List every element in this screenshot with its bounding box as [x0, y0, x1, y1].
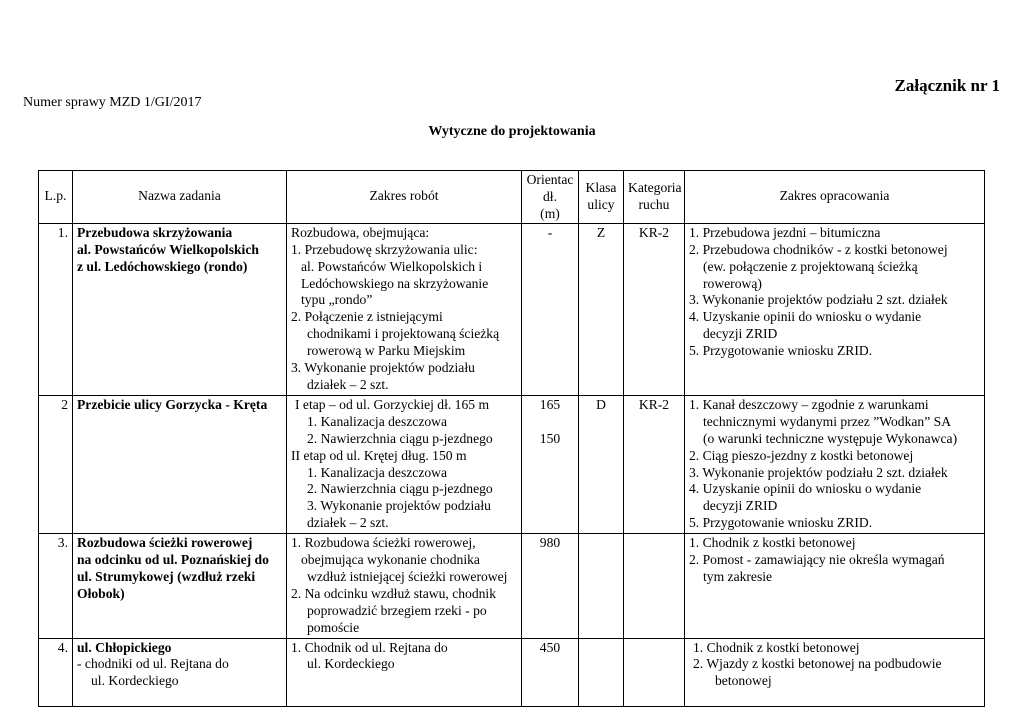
header-row — [39, 171, 985, 224]
row-scope-line: rowerową w Parku Miejskim — [307, 343, 466, 359]
row-scope-line: 3. Wykonanie projektów podziału — [307, 498, 491, 514]
row-scope-line: ul. Kordeckiego — [307, 656, 395, 672]
row-elaboration-line: 2. Ciąg pieszo-jezdny z kostki betonowej — [689, 447, 914, 463]
header-lp: L.p. — [39, 171, 73, 224]
row-name-line: Rozbudowa ścieżki rowerowej — [77, 535, 253, 551]
row-elaboration-line: 2. Pomost - zamawiający nie określa wymagań — [689, 552, 945, 568]
row-scope-line: obejmująca wykonanie chodnika — [301, 552, 480, 568]
row-scope — [287, 534, 522, 638]
header-street-class-line-2: ulicy — [587, 196, 615, 212]
table-row — [39, 534, 985, 638]
row-elaboration — [685, 534, 985, 638]
header-street-class-line-1: Klasa — [585, 180, 617, 195]
row-scope-line: wzdłuż istniejącej ścieżki rowerowej — [307, 568, 508, 584]
row-elaboration-line: 3. Wykonanie projektów podziału 2 szt. działek — [689, 464, 948, 480]
row-length: 980 — [522, 534, 579, 638]
header-length-line-3: (m) — [540, 205, 560, 221]
case-number: Numer sprawy MZD 1/GI/2017 — [23, 95, 202, 110]
row-length-value: 150 — [539, 430, 561, 446]
document-title: Wytyczne do projektowania — [428, 124, 596, 139]
row-scope — [287, 223, 522, 395]
row-name-line: Ołobok) — [77, 585, 125, 601]
row-elaboration-line: rowerową) — [703, 275, 762, 291]
row-scope-line: 2. Nawierzchnia ciągu p-jezdnego — [307, 430, 493, 446]
row-name-line: Przebudowa skrzyżowania — [77, 224, 233, 240]
row-scope-line: Rozbudowa, obejmująca: — [291, 224, 430, 240]
row-elaboration-line: 1. Chodnik z kostki betonowej — [689, 535, 856, 551]
table-row — [39, 638, 985, 706]
row-elaboration — [685, 638, 985, 706]
row-name — [73, 534, 287, 638]
row-traffic-category: KR-2 — [624, 223, 685, 395]
table-row — [39, 223, 985, 395]
row-length: - — [522, 223, 579, 395]
row-lp: 2 — [39, 395, 73, 533]
row-lp: 3. — [39, 534, 73, 638]
row-scope-line: 1. Kanalizacja deszczowa — [307, 464, 448, 480]
row-scope-line: działek – 2 szt. — [307, 515, 389, 531]
header-traffic-category — [624, 171, 685, 224]
row-elaboration-line: 5. Przygotowanie wniosku ZRID. — [689, 515, 873, 531]
row-elaboration — [685, 395, 985, 533]
row-elaboration-line: decyzji ZRID — [703, 498, 778, 514]
row-elaboration-line: betonowej — [715, 673, 772, 689]
header-name: Nazwa zadania — [73, 171, 287, 224]
attachment-label: Załącznik nr 1 — [894, 76, 1000, 95]
row-street-class — [579, 534, 624, 638]
row-elaboration-line: technicznymi wydanymi przez ”Wodkan” SA — [703, 413, 952, 429]
row-elaboration-line: 1. Kanał deszczowy – zgodnie z warunkami — [689, 396, 929, 412]
row-name-line: ul. Strumykowej (wzdłuż rzeki — [77, 568, 256, 584]
row-scope-line: typu „rondo” — [301, 292, 373, 308]
row-elaboration-line: 1. Chodnik z kostki betonowej — [693, 639, 860, 655]
row-lp: 4. — [39, 638, 73, 706]
row-elaboration-line: tym zakresie — [703, 568, 773, 584]
row-name-line: z ul. Ledóchowskiego (rondo) — [77, 258, 248, 274]
row-street-class: D — [579, 395, 624, 533]
row-elaboration-line: 3. Wykonanie projektów podziału 2 szt. działek — [689, 292, 948, 308]
row-elaboration-line: 2. Wjazdy z kostki betonowej na podbudowie — [693, 656, 942, 672]
row-scope-line: I etap – od ul. Gorzyckiej dł. 165 m — [295, 396, 490, 412]
row-scope-line: 2. Połączenie z istniejącymi — [291, 309, 443, 325]
row-elaboration-line: 1. Przebudowa jezdni – bitumiczna — [689, 224, 881, 240]
row-elaboration-line: (o warunki techniczne występuje Wykonawca) — [703, 430, 958, 446]
row-name-line: - chodniki od ul. Rejtana do — [77, 656, 229, 672]
header-traffic-category-line-2: ruchu — [638, 196, 670, 212]
row-elaboration-line: 4. Uzyskanie opinii do wniosku o wydanie — [689, 481, 922, 497]
row-lp: 1. — [39, 223, 73, 395]
row-scope-line: II etap od ul. Krętej dług. 150 m — [291, 447, 467, 463]
row-name-line: Przebicie ulicy Gorzycka - Kręta — [77, 396, 268, 412]
guidelines-table — [38, 170, 985, 707]
row-name — [73, 395, 287, 533]
row-length: 450 — [522, 638, 579, 706]
row-name-line: ul. Chłopickiego — [77, 639, 172, 655]
header-scope: Zakres robót — [287, 171, 522, 224]
row-name-line: ul. Kordeckiego — [91, 673, 179, 689]
row-length — [522, 395, 579, 533]
row-scope-line: działek – 2 szt. — [307, 376, 389, 392]
row-scope — [287, 395, 522, 533]
row-scope-line: chodnikami i projektowaną ścieżką — [307, 326, 500, 342]
row-scope — [287, 638, 522, 706]
row-length-value: 165 — [539, 396, 561, 412]
row-scope-line: 2. Nawierzchnia ciągu p-jezdnego — [307, 481, 493, 497]
row-scope-line: 1. Przebudowę skrzyżowania ulic: — [291, 241, 478, 257]
row-scope-line: 1. Rozbudowa ścieżki rowerowej, — [291, 535, 476, 551]
row-scope-line: poprowadzić brzegiem rzeki - po — [307, 602, 487, 618]
row-scope-line: 2. Na odcinku wzdłuż stawu, chodnik — [291, 585, 496, 601]
row-traffic-category: KR-2 — [624, 395, 685, 533]
row-traffic-category — [624, 534, 685, 638]
row-elaboration — [685, 223, 985, 395]
header-elaboration: Zakres opracowania — [685, 171, 985, 224]
header-length-line-1: Orientac — [526, 172, 574, 187]
row-scope-line: 1. Chodnik od ul. Rejtana do — [291, 639, 448, 655]
row-elaboration-line: 2. Przebudowa chodników - z kostki betonowej — [689, 241, 948, 257]
row-elaboration-line: (ew. połączenie z projektowaną ścieżką — [703, 258, 918, 274]
table-row — [39, 395, 985, 533]
row-name — [73, 223, 287, 395]
header-traffic-category-line-1: Kategoria — [628, 180, 682, 195]
header-length-line-2: dł. — [543, 188, 557, 204]
row-name-line: al. Powstańców Wielkopolskich — [77, 241, 259, 257]
row-scope-line: al. Powstańców Wielkopolskich i — [301, 258, 483, 274]
row-scope-line: Ledóchowskiego na skrzyżowanie — [301, 275, 489, 291]
row-street-class — [579, 638, 624, 706]
row-scope-line: pomoście — [307, 619, 360, 635]
row-street-class: Z — [579, 223, 624, 395]
row-name — [73, 638, 287, 706]
header-length — [522, 171, 579, 224]
row-elaboration-line: 4. Uzyskanie opinii do wniosku o wydanie — [689, 309, 922, 325]
row-elaboration-line: 5. Przygotowanie wniosku ZRID. — [689, 343, 873, 359]
row-name-line: na odcinku od ul. Poznańskiej do — [77, 552, 269, 568]
row-traffic-category — [624, 638, 685, 706]
row-scope-line: 1. Kanalizacja deszczowa — [307, 413, 448, 429]
row-scope-line: 3. Wykonanie projektów podziału — [291, 360, 475, 376]
header-street-class — [579, 171, 624, 224]
row-elaboration-line: decyzji ZRID — [703, 326, 778, 342]
